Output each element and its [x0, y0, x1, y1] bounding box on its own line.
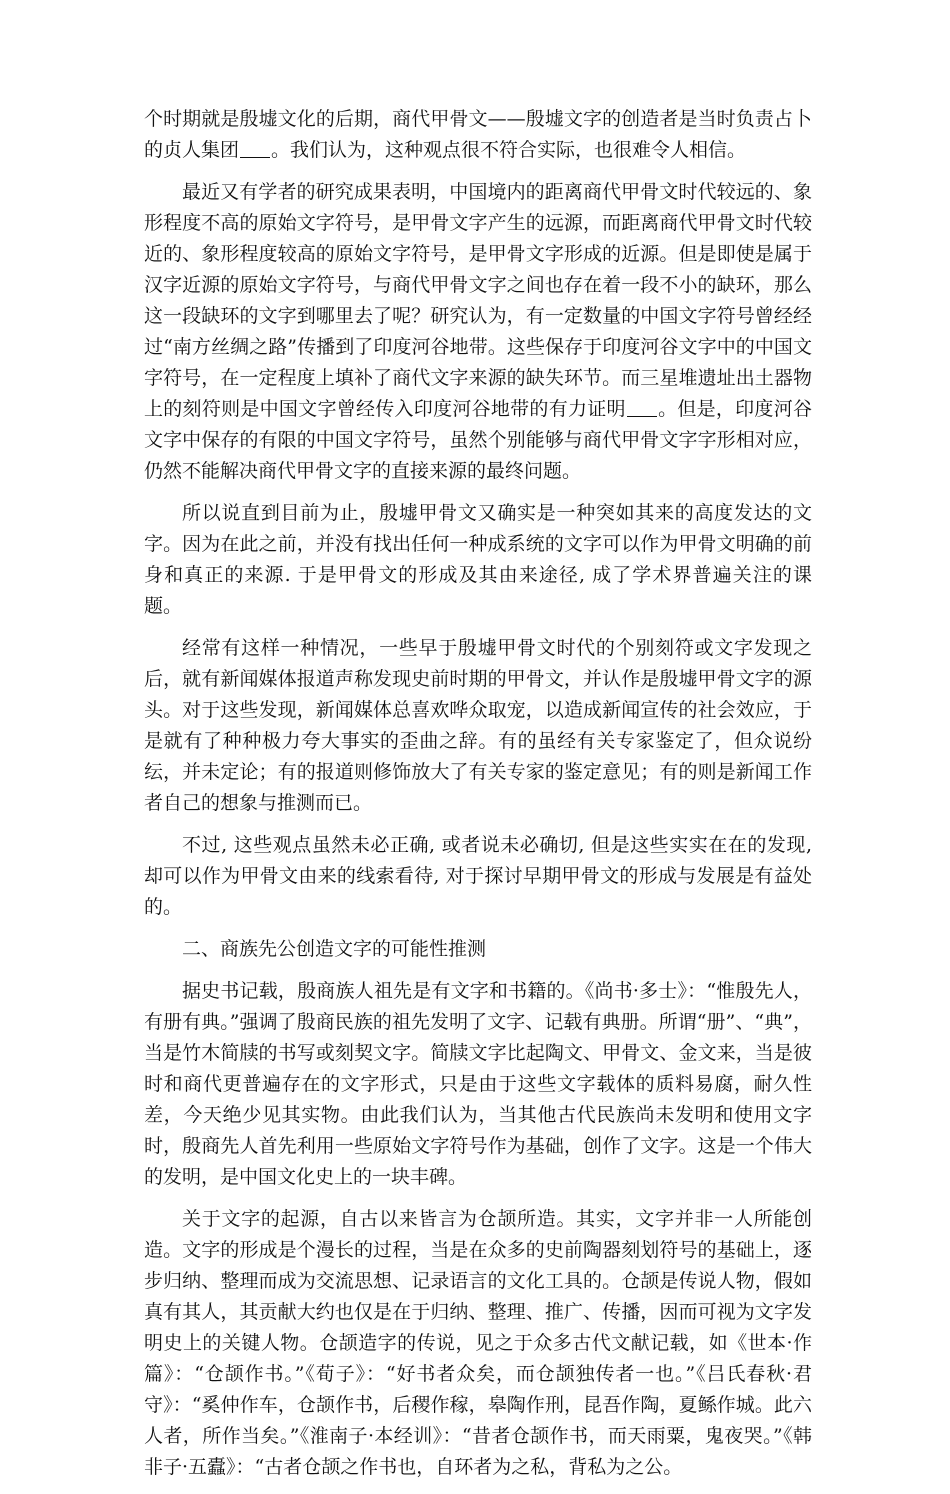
paragraph-2	[144, 177, 812, 487]
paragraph-1	[144, 104, 812, 166]
paragraph-4: 经常有这样一种情况，一些早于殷墟甲骨文时代的个别刻符或文字发现之后，就有新闻媒体报道声称发现史前时期的甲骨文，并认作是殷墟甲骨文字的源头。对于这些发现，新闻媒体总喜欢哗众取宠，以造成新闻宣传的社会效应，于是就有了种种极力夸大事实的歪曲之辞。有的虽经有关专家鉴定了，但众说纷纭，并未定论；有的报道则修饰放大了有关专家的鉴定意见；有的则是新闻工作者自己的想象与推测而已。	[144, 637, 812, 814]
paragraph-1-text-end: 。我们认为，这种观点很不符合实际，也很难令人相信。	[271, 139, 747, 161]
section-heading: 二、商族先公创造文字的可能性推测	[182, 938, 487, 960]
paragraph-3: 所以说直到目前为止，殷墟甲骨文又确实是一种突如其来的高度发达的文字。因为在此之前，并没有找出任何一种成系统的文字可以作为甲骨文明确的前身和真正的来源. 于是甲骨文的形成及其由来途径, 成了学术界普遍关注的课题。	[144, 502, 812, 617]
paragraph-1-text: 个时期就是殷墟文化的后期，商代甲骨文——殷墟文字的创造者是当时负责占卜的贞人集团	[144, 108, 812, 161]
paragraph-7: 关于文字的起源，自古以来皆言为仓颉所造。其实，文字并非一人所能创造。文字的形成是个漫长的过程，当是在众多的史前陶器刻划符号的基础上，逐步归纳、整理而成为交流思想、记录语言的文化工具的。仓颉是传说人物，假如真有其人，其贡献大约也仅是在于归纳、整理、推广、传播，因而可视为文字发明史上的关键人物。仓颉造字的传说，见之于众多古代文献记载，如《世本·作篇》：“仓颉作书。”《荀子》：“好书者众矣，而仓颉独传者一也。”《吕氏春秋·君守》：“奚仲作车，仓颉作书，后稷作稼，皋陶作刑，昆吾作陶，夏鲧作城。此六人者，所作当矣。”《淮南子·本经训》：“昔者仓颉作书，而天雨粟，鬼夜哭。”《韩非子·五蠹》：“古者仓颉之作书也，自环者为之私，背私为之公。	[144, 1208, 812, 1478]
fill-in-blank	[627, 398, 657, 417]
document-page	[144, 104, 812, 1494]
paragraph-2-text: 最近又有学者的研究成果表明，中国境内的距离商代甲骨文时代较远的、象形程度不高的原始文字符号，是甲骨文字产生的远源，而距离商代甲骨文时代较近的、象形程度较高的原始文字符号，是甲骨文字形成的近源。但是即使是属于汉字近源的原始文字符号，与商代甲骨文字之间也存在着一段不小的缺环，那么这一段缺环的文字到哪里去了呢？研究认为，有一定数量的中国文字符号曾经经过“南方丝绸之路”传播到了印度河谷地带。这些保存于印度河谷文字中的中国文字符号，在一定程度上填补了商代文字来源的缺失环节。而三星堆遗址出土器物上的刻符则是中国文字曾经传入印度河谷地带的有力证明	[144, 181, 812, 420]
paragraph-6: 据史书记载，殷商族人祖先是有文字和书籍的。《尚书·多士》：“惟殷先人，有册有典。”强调了殷商民族的祖先发明了文字、记载有典册。所谓“册”、“典”，当是竹木简牍的书写或刻契文字。简牍文字比起陶文、甲骨文、金文来，当是彼时和商代更普遍存在的文字形式，只是由于这些文字载体的质料易腐，耐久性差，今天绝少见其实物。由此我们认为，当其他古代民族尚未发明和使用文字时，殷商先人首先利用一些原始文字符号作为基础，创作了文字。这是一个伟大的发明，是中国文化史上的一块丰碑。	[144, 980, 812, 1188]
paragraph-5: 不过, 这些观点虽然未必正确, 或者说未必确切, 但是这些实实在在的发现, 却可以作为甲骨文由来的线索看待, 对于探讨早期甲骨文的形成与发展是有益处的。	[144, 834, 812, 918]
fill-in-blank	[240, 139, 270, 158]
paragraph-2-text-end: 。但是，印度河谷文字中保存的有限的中国文字符号，虽然个别能够与商代甲骨文字字形相对应，仍然不能解决商代甲骨文字的直接来源的最终问题。	[144, 398, 812, 482]
